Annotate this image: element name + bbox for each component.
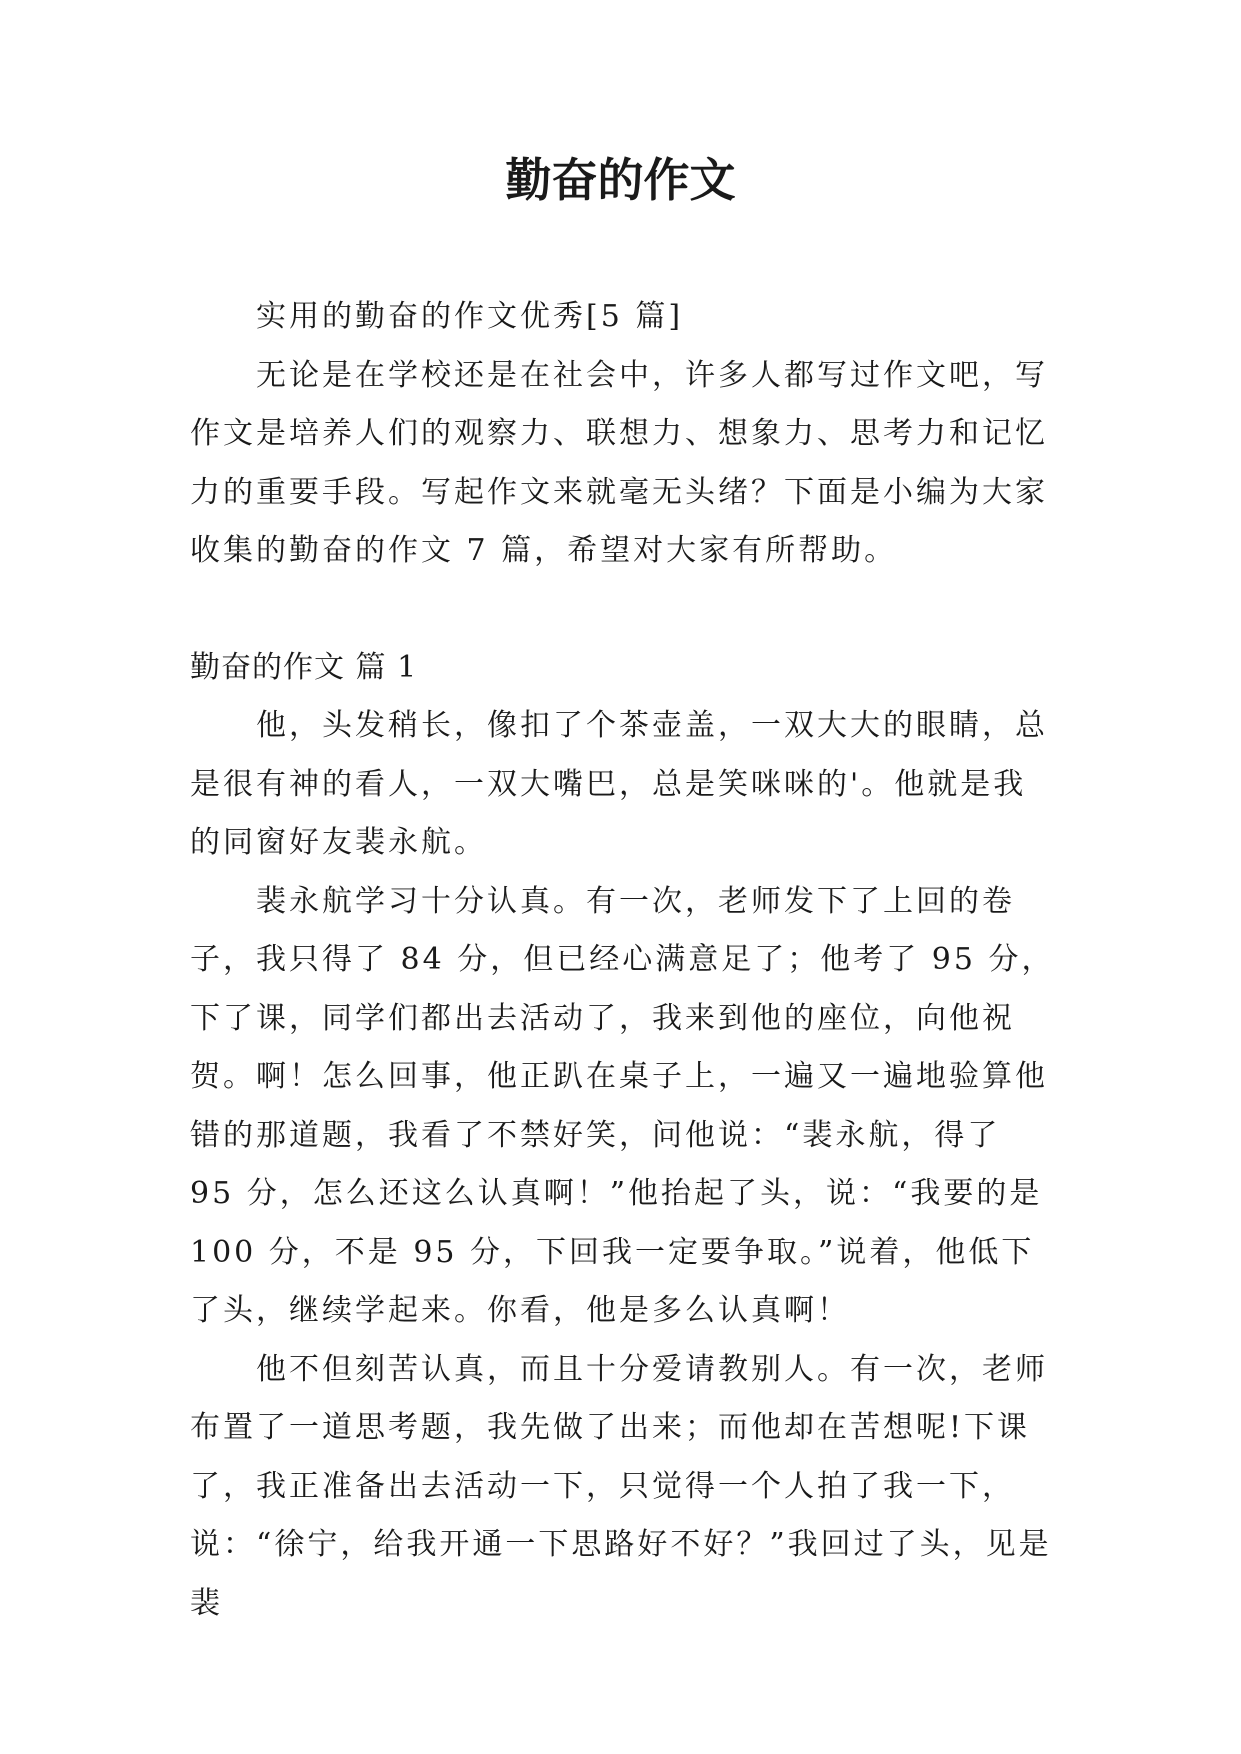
body-paragraph: 裴永航学习十分认真。有一次，老师发下了上回的卷子，我只得了 84 分，但已经心满意足了；他考了 95 分，下了课，同学们都出去活动了，我来到他的座位，向他祝贺。啊！怎么回事，他正趴在桌子上，一遍又一遍地验算他错的那道题，我看了不禁好笑，问他说：“裴永航，得了 95 分，怎么还这么认真啊！”他抬起了头，说：“我要的是 100 分，不是 95 分，下回我一定要争取。”说着，他低下了头，继续学起来。你看，他是多么认真啊！: [190, 883, 1055, 1328]
document-subtitle: 实用的勤奋的作文优秀[5 篇]: [256, 299, 684, 334]
section-heading: 勤奋的作文 篇 1: [190, 649, 418, 685]
intro-paragraph: 无论是在学校还是在社会中，许多人都写过作文吧，写作文是培养人们的观察力、联想力、想象力、思考力和记忆力的重要手段。写起作文来就毫无头绪？下面是小编为大家收集的勤奋的作文 7 篇，希望对大家有所帮助。: [190, 357, 1048, 568]
document-title: 勤奋的作文: [505, 153, 736, 207]
body-paragraph: 他，头发稍长，像扣了个茶壶盖，一双大大的眼睛，总是很有神的看人，一双大嘴巴，总是笑咪咪的'。他就是我的同窗好友裴永航。: [190, 708, 1048, 860]
body-paragraph: 他不但刻苦认真，而且十分爱请教别人。有一次，老师布置了一道思考题，我先做了出来；而他却在苦想呢!下课了，我正准备出去活动一下，只觉得一个人拍了我一下，说：“徐宁，给我开通一下思路好不好？”我回过了头，见是裴: [190, 1351, 1052, 1621]
document-body: [190, 288, 1056, 1633]
